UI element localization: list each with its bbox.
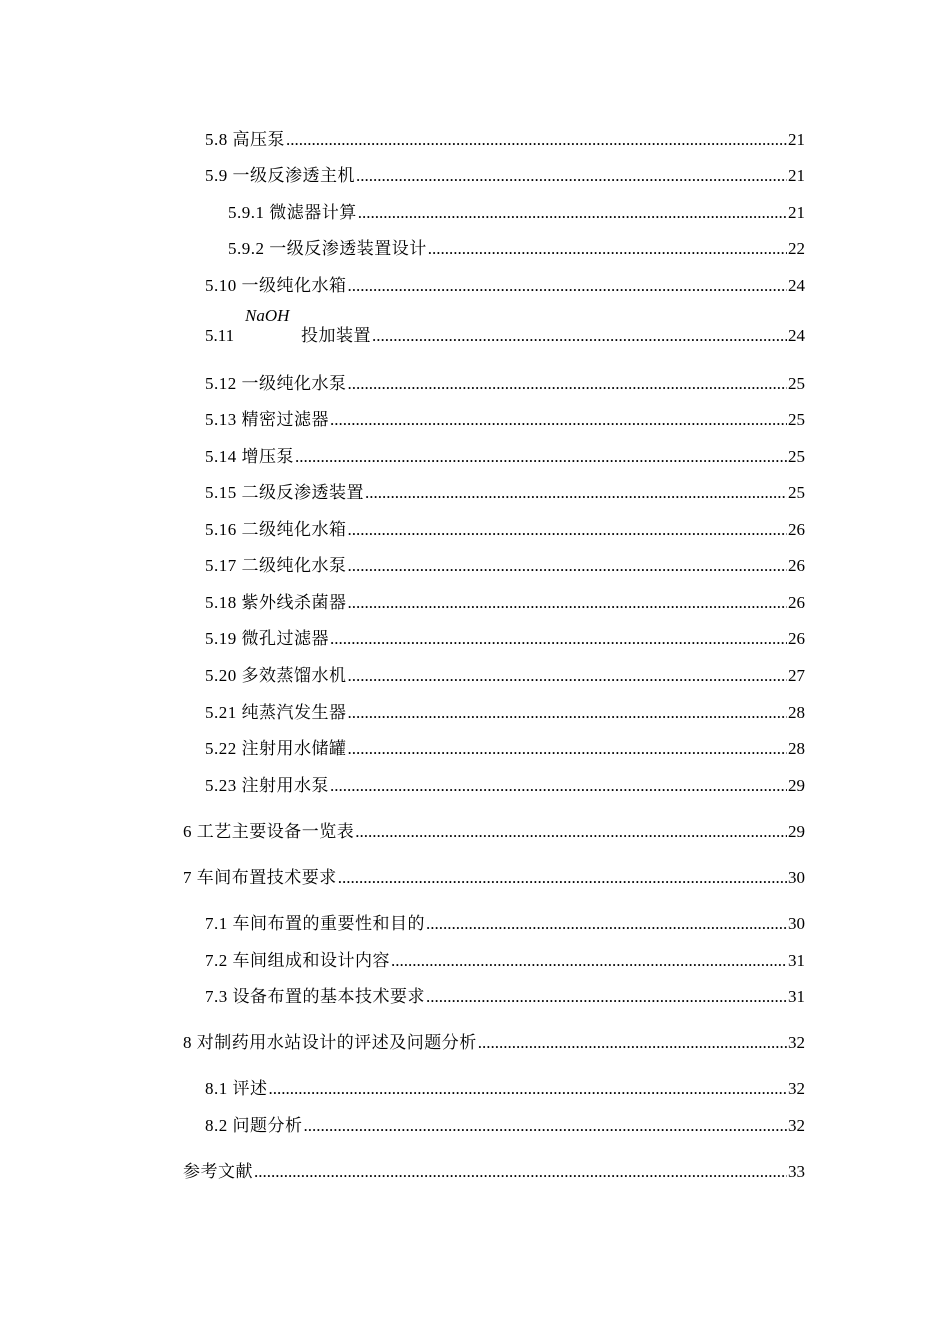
- toc-entry-title: 5.8 高压泵: [205, 130, 285, 149]
- toc-page-number: 31: [788, 951, 805, 970]
- toc-dot-leader: [330, 629, 787, 649]
- toc-page-number: 26: [788, 556, 805, 575]
- toc-entry-5-17[interactable]: [205, 552, 805, 576]
- toc-dot-leader: [372, 326, 787, 346]
- toc-entry-5-10[interactable]: [205, 272, 805, 296]
- toc-dot-leader: [330, 776, 787, 796]
- toc-entry-8-1[interactable]: [205, 1075, 805, 1099]
- toc-dot-leader: [348, 520, 788, 540]
- toc-page-number: 24: [788, 326, 805, 345]
- toc-entry-title: 5.19 微孔过滤器: [205, 629, 329, 648]
- toc-dot-leader: [348, 703, 788, 723]
- toc-page-number: 29: [788, 776, 805, 795]
- toc-entry-title: 8.2 问题分析: [205, 1116, 303, 1135]
- toc-entry-title: 5.12 一级纯化水泵: [205, 374, 347, 393]
- toc-page-number: 26: [788, 593, 805, 612]
- toc-entry-number: 5.11: [205, 326, 235, 345]
- toc-dot-leader: [338, 868, 787, 888]
- toc-dot-leader: [304, 1116, 788, 1136]
- toc-page-number: 24: [788, 276, 805, 295]
- toc-dot-leader: [426, 914, 787, 934]
- toc-page-number: 21: [788, 203, 805, 222]
- toc-page-number: 29: [788, 822, 805, 841]
- toc-entry-title: 5.21 纯蒸汽发生器: [205, 703, 347, 722]
- toc-entry-title: 8 对制药用水站设计的评述及问题分析: [183, 1033, 477, 1052]
- toc-entry-5-8[interactable]: [205, 126, 805, 150]
- toc-page-number: 25: [788, 374, 805, 393]
- toc-page-number: 32: [788, 1116, 805, 1135]
- toc-entry-7-3[interactable]: [205, 983, 805, 1007]
- toc-page-number: 30: [788, 868, 805, 887]
- toc-dot-leader: [330, 410, 787, 430]
- toc-entry-title: 5.9 一级反渗透主机: [205, 166, 355, 185]
- toc-dot-leader: [348, 276, 788, 296]
- toc-entry-title: 5.17 二级纯化水泵: [205, 556, 347, 575]
- toc-entry-title: 5.10 一级纯化水箱: [205, 276, 347, 295]
- toc-entry-5-14[interactable]: [205, 443, 805, 467]
- toc-entry-title: 7.2 车间组成和设计内容: [205, 951, 390, 970]
- toc-entry-title: 5.23 注射用水泵: [205, 776, 329, 795]
- toc-entry-title: 投加装置: [301, 326, 371, 345]
- toc-page-number: 26: [788, 629, 805, 648]
- toc-entry-formula: NaOH: [245, 306, 290, 325]
- toc-entry-title: 5.22 注射用水储罐: [205, 739, 347, 758]
- toc-page-number: 26: [788, 520, 805, 539]
- toc-entry-rest: [301, 326, 805, 346]
- toc-page-number: 21: [788, 130, 805, 149]
- toc-page-number: 25: [788, 447, 805, 466]
- toc-page-number: 32: [788, 1079, 805, 1098]
- toc-entry-5-9-1[interactable]: [228, 199, 805, 223]
- toc-dot-leader: [391, 951, 787, 971]
- toc-dot-leader: [269, 1079, 788, 1099]
- toc-entry-5-12[interactable]: [205, 370, 805, 394]
- toc-entry-title: 5.9.1 微滤器计算: [228, 203, 357, 222]
- toc-entry-references[interactable]: [183, 1158, 805, 1182]
- toc-entry-title: 5.15 二级反渗透装置: [205, 483, 364, 502]
- toc-dot-leader: [295, 447, 787, 467]
- toc-page-number: 21: [788, 166, 805, 185]
- toc-dot-leader: [286, 130, 787, 150]
- toc-entry-5-11[interactable]: [205, 306, 805, 346]
- toc-dot-leader: [478, 1033, 787, 1053]
- toc-dot-leader: [348, 556, 788, 576]
- toc-entry-5-21[interactable]: [205, 699, 805, 723]
- toc-entry-title: 5.18 紫外线杀菌器: [205, 593, 347, 612]
- toc-page-number: 32: [788, 1033, 805, 1052]
- toc-dot-leader: [348, 739, 788, 759]
- toc-entry-title: 7 车间布置技术要求: [183, 868, 337, 887]
- toc-dot-leader: [348, 374, 788, 394]
- toc-entry-5-9-2[interactable]: [228, 235, 805, 259]
- toc-entry-title: 6 工艺主要设备一览表: [183, 822, 355, 841]
- toc-entry-title: 7.3 设备布置的基本技术要求: [205, 987, 425, 1006]
- toc-entry-title: 参考文献: [183, 1162, 253, 1181]
- toc-entry-5-20[interactable]: [205, 662, 805, 686]
- toc-page-number: 27: [788, 666, 805, 685]
- toc-entry-8[interactable]: [183, 1029, 805, 1053]
- toc-entry-5-23[interactable]: [205, 772, 805, 796]
- toc-page-number: 28: [788, 739, 805, 758]
- toc-page-number: 25: [788, 410, 805, 429]
- toc-entry-5-13[interactable]: [205, 406, 805, 430]
- toc-dot-leader: [358, 203, 787, 223]
- toc-entry-5-15[interactable]: [205, 479, 805, 503]
- toc-entry-5-16[interactable]: [205, 516, 805, 540]
- toc-entry-title: 5.13 精密过滤器: [205, 410, 329, 429]
- toc-page-number: 28: [788, 703, 805, 722]
- toc-entry-title: 8.1 评述: [205, 1079, 268, 1098]
- toc-dot-leader: [426, 987, 787, 1007]
- toc-entry-6[interactable]: [183, 818, 805, 842]
- toc-dot-leader: [348, 593, 788, 613]
- toc-entry-5-19[interactable]: [205, 625, 805, 649]
- toc-entry-7[interactable]: [183, 864, 805, 888]
- toc-entry-8-2[interactable]: [205, 1112, 805, 1136]
- toc-dot-leader: [355, 822, 787, 842]
- toc-entry-5-9[interactable]: [205, 162, 805, 186]
- toc-entry-5-22[interactable]: [205, 735, 805, 759]
- toc-page-number: 30: [788, 914, 805, 933]
- toc-page-number: 25: [788, 483, 805, 502]
- toc-entry-title: 5.9.2 一级反渗透装置设计: [228, 239, 427, 258]
- toc-entry-7-1[interactable]: [205, 910, 805, 934]
- toc-entry-title: 5.16 二级纯化水箱: [205, 520, 347, 539]
- toc-page-number: 33: [788, 1162, 805, 1181]
- toc-entry-7-2[interactable]: [205, 947, 805, 971]
- toc-dot-leader: [348, 666, 788, 686]
- toc-dot-leader: [356, 166, 787, 186]
- toc-entry-title: 5.20 多效蒸馏水机: [205, 666, 347, 685]
- toc-dot-leader: [254, 1162, 787, 1182]
- toc-entry-title: 5.14 增压泵: [205, 447, 294, 466]
- toc-page-number: 31: [788, 987, 805, 1006]
- toc-dot-leader: [365, 483, 787, 503]
- toc-dot-leader: [428, 239, 787, 259]
- toc-entry-title: 7.1 车间布置的重要性和目的: [205, 914, 425, 933]
- toc-entry-5-18[interactable]: [205, 589, 805, 613]
- toc-page-number: 22: [788, 239, 805, 258]
